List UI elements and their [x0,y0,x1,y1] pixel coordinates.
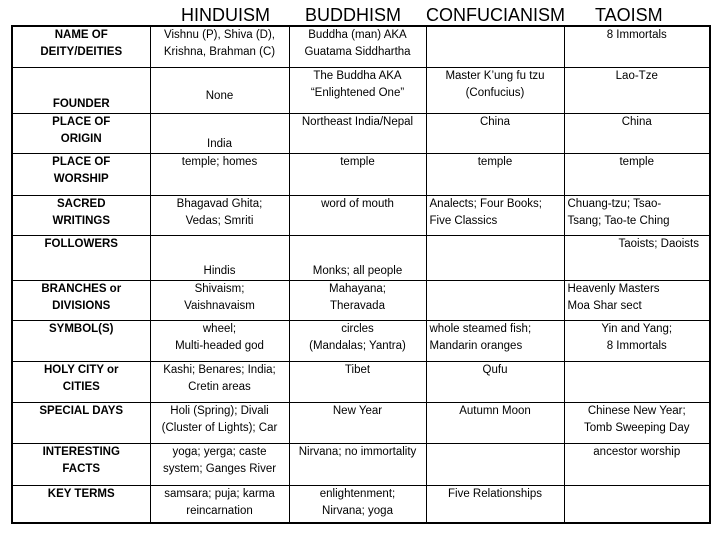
header-hinduism: HINDUISM [181,5,270,25]
row-label-followers: FOLLOWERS [12,235,150,280]
row-label-holy-city: HOLY CITY or CITIES [12,361,150,402]
row-label-writings: SACRED WRITINGS [12,195,150,235]
cell-taoism-writings: Chuang-tzu; Tsao- Tsang; Tao-te Ching [564,195,710,235]
table-row-followers [12,235,710,280]
cell-hinduism-deity: Vishnu (P), Shiva (D), Krishna, Brahman (C) [150,26,289,67]
cell-confucianism-holy-city: Qufu [426,361,564,402]
header-buddhism: BUDDHISM [305,5,402,25]
table-row-writings [12,195,710,235]
cell-confucianism-writings: Analects; Four Books; Five Classics [426,195,564,235]
cell-confucianism-founder: Master K’ung fu tzu (Confucius) [426,67,564,113]
cell-buddhism-founder: The Buddha AKA “Enlightened One” [289,67,426,113]
cell-hinduism-special-days: Holi (Spring); Divali (Cluster of Lights); Car [150,402,289,443]
cell-hinduism-founder: None [150,67,289,113]
cell-buddhism-worship: temple [289,153,426,195]
cell-taoism-followers: Taoists; Daoists [564,235,710,280]
cell-confucianism-symbols: whole steamed fish; Mandarin oranges [426,320,564,361]
cell-hinduism-writings: Bhagavad Ghita; Vedas; Smriti [150,195,289,235]
cell-taoism-key-terms [564,485,710,523]
table-row-worship [12,153,710,195]
cell-buddhism-key-terms: enlightenment; Nirvana; yoga [289,485,426,523]
cell-hinduism-facts: yoga; yerga; caste system; Ganges River [150,443,289,485]
cell-confucianism-worship: temple [426,153,564,195]
cell-buddhism-writings: word of mouth [289,195,426,235]
table-row-key-terms [12,485,710,523]
cell-taoism-special-days: Chinese New Year; Tomb Sweeping Day [564,402,710,443]
header-confucianism: CONFUCIANISM [426,5,565,25]
row-label-special-days: SPECIAL DAYS [12,402,150,443]
cell-confucianism-branches [426,280,564,320]
table-row-founder [12,67,710,113]
row-label-branches: BRANCHES or DIVISIONS [12,280,150,320]
cell-buddhism-special-days: New Year [289,402,426,443]
table-row-symbols [12,320,710,361]
cell-taoism-facts: ancestor worship [564,443,710,485]
row-label-founder: FOUNDER [12,67,150,113]
cell-taoism-deity: 8 Immortals [564,26,710,67]
row-label-key-terms: KEY TERMS [12,485,150,523]
cell-confucianism-special-days: Autumn Moon [426,402,564,443]
cell-hinduism-symbols: wheel; Multi-headed god [150,320,289,361]
cell-taoism-origin: China [564,113,710,153]
cell-confucianism-followers [426,235,564,280]
cell-buddhism-holy-city: Tibet [289,361,426,402]
cell-taoism-holy-city [564,361,710,402]
row-label-worship: PLACE OF WORSHIP [12,153,150,195]
cell-confucianism-deity [426,26,564,67]
table-row-deity [12,26,710,67]
cell-hinduism-origin: India [150,113,289,153]
cell-hinduism-branches: Shivaism; Vaishnavaism [150,280,289,320]
cell-buddhism-deity: Buddha (man) AKA Guatama Siddhartha [289,26,426,67]
cell-taoism-branches: Heavenly Masters Moa Shar sect [564,280,710,320]
cell-confucianism-origin: China [426,113,564,153]
row-label-deity: NAME OF DEITY/DEITIES [12,26,150,67]
table-row-holy-city [12,361,710,402]
cell-buddhism-facts: Nirvana; no immortality [289,443,426,485]
cell-taoism-founder: Lao-Tze [564,67,710,113]
cell-buddhism-origin: Northeast India/Nepal [289,113,426,153]
table-row-special-days [12,402,710,443]
cell-hinduism-worship: temple; homes [150,153,289,195]
cell-confucianism-key-terms: Five Relationships [426,485,564,523]
row-label-origin: PLACE OF ORIGIN [12,113,150,153]
row-label-facts: INTERESTING FACTS [12,443,150,485]
cell-hinduism-followers: Hindis [150,235,289,280]
row-label-symbols: SYMBOL(S) [12,320,150,361]
cell-taoism-worship: temple [564,153,710,195]
table-row-branches [12,280,710,320]
cell-hinduism-holy-city: Kashi; Benares; India; Cretin areas [150,361,289,402]
cell-confucianism-facts [426,443,564,485]
cell-buddhism-followers: Monks; all people [289,235,426,280]
religion-comparison-table [11,25,711,524]
cell-buddhism-symbols: circles (Mandalas; Yantra) [289,320,426,361]
cell-taoism-symbols: Yin and Yang; 8 Immortals [564,320,710,361]
table-row-origin [12,113,710,153]
cell-hinduism-key-terms: samsara; puja; karma reincarnation [150,485,289,523]
cell-buddhism-branches: Mahayana; Theravada [289,280,426,320]
header-taoism: TAOISM [595,5,663,25]
table-row-facts [12,443,710,485]
